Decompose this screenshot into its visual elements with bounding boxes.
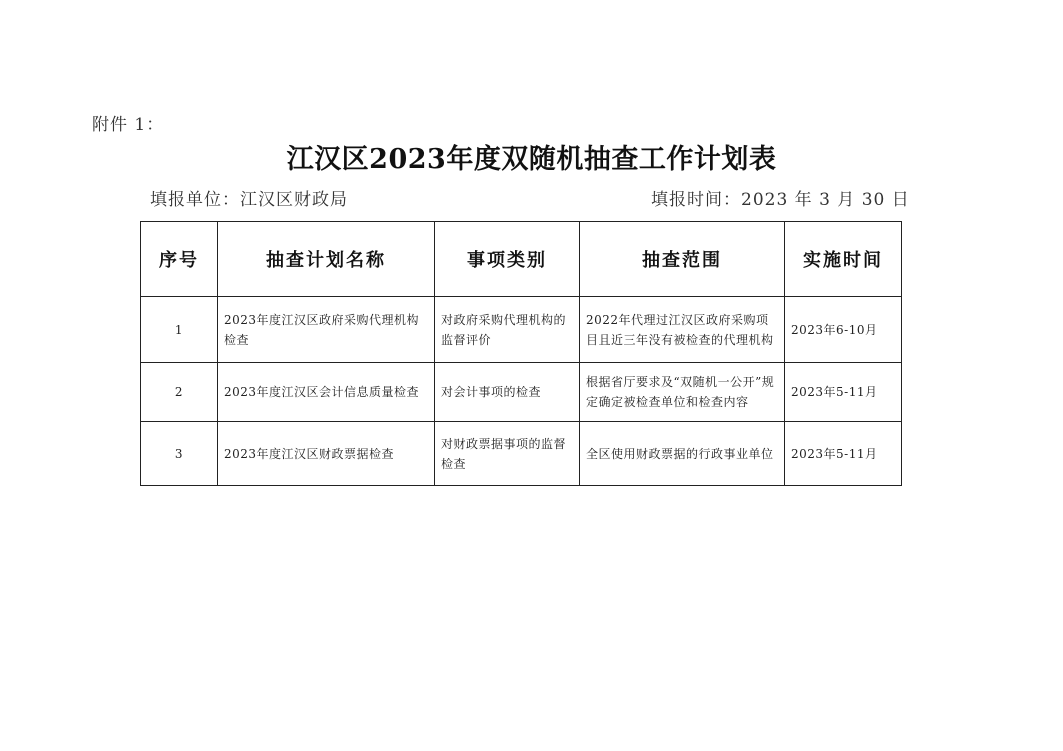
cell-category: 对财政票据事项的监督检查 <box>435 422 580 486</box>
cell-plan-name: 2023年度江汉区政府采购代理机构检查 <box>218 297 435 363</box>
cell-scope: 2022年代理过江汉区政府采购项目且近三年没有被检查的代理机构 <box>580 297 785 363</box>
header-category: 事项类别 <box>435 222 580 297</box>
cell-time: 2023年6-10月 <box>785 297 902 363</box>
cell-plan-name: 2023年度江汉区会计信息质量检查 <box>218 363 435 422</box>
header-plan-name: 抽查计划名称 <box>218 222 435 297</box>
cell-seq: 2 <box>141 363 218 422</box>
cell-time: 2023年5-11月 <box>785 363 902 422</box>
cell-scope: 全区使用财政票据的行政事业单位 <box>580 422 785 486</box>
header-time: 实施时间 <box>785 222 902 297</box>
table-row <box>141 297 902 363</box>
table-header-row <box>141 222 902 297</box>
cell-time: 2023年5-11月 <box>785 422 902 486</box>
header-scope: 抽查范围 <box>580 222 785 297</box>
reporting-time: 填报时间：2023 年 3 月 30 日 <box>651 190 910 210</box>
cell-category: 对会计事项的检查 <box>435 363 580 422</box>
inspection-plan-table <box>140 221 902 486</box>
cell-seq: 3 <box>141 422 218 486</box>
document-title: 江汉区2023年度双随机抽查工作计划表 <box>286 144 777 175</box>
cell-category: 对政府采购代理机构的监督评价 <box>435 297 580 363</box>
cell-seq: 1 <box>141 297 218 363</box>
cell-plan-name: 2023年度江汉区财政票据检查 <box>218 422 435 486</box>
cell-scope: 根据省厅要求及“双随机一公开”规定确定被检查单位和检查内容 <box>580 363 785 422</box>
table-row <box>141 363 902 422</box>
table-row <box>141 422 902 486</box>
reporting-unit: 填报单位：江汉区财政局 <box>150 190 348 210</box>
header-seq: 序号 <box>141 222 218 297</box>
attachment-label: 附件 1： <box>92 115 165 135</box>
